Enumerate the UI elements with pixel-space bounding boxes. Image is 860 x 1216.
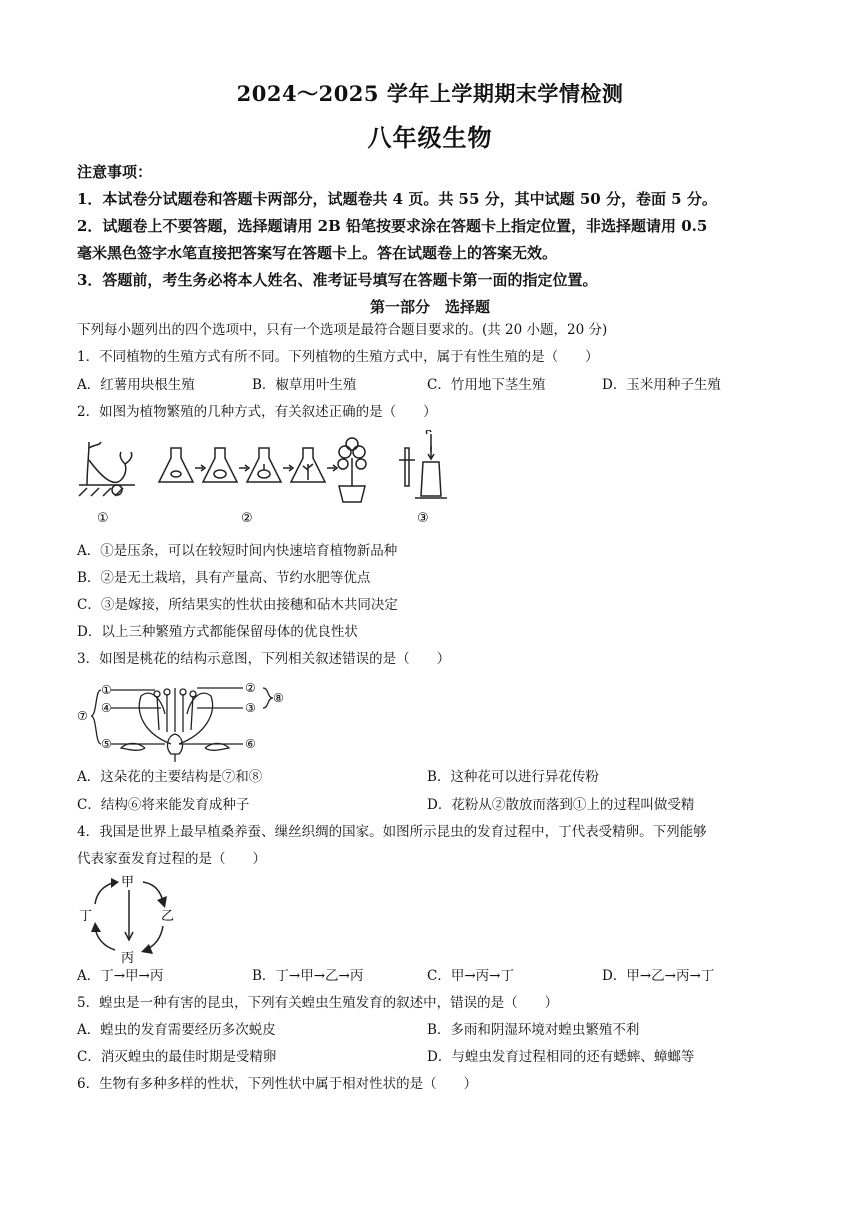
fig3-label-7: ⑦: [77, 709, 88, 723]
q4-stem-line2: 代表家蚕发育过程的是（ ）: [77, 851, 266, 867]
q1-stem: 1．不同植物的生殖方式有所不同。下列植物的生殖方式中，属于有性生殖的是（ ）: [77, 349, 599, 365]
q3-option-c: C．结构⑥将来能发育成种子: [77, 797, 250, 813]
notice-item-1: 1．本试卷分试题卷和答题卡两部分，试题卷共 4 页。共 55 分，其中试题 50 分，卷面 5 分。: [77, 190, 717, 208]
fig4-label-ding: 丁: [79, 909, 93, 924]
q2-option-b: B．②是无土栽培，具有产量高、节约水肥等优点: [77, 570, 371, 586]
notice-item-3: 3．答题前，考生务必将本人姓名、准考证号填写在答题卡第一面的指定位置。: [77, 271, 598, 289]
q4-development-cycle-figure: [75, 872, 185, 964]
q1-option-c: C．竹用地下茎生殖: [427, 377, 546, 393]
exam-subject: 八年级生物: [367, 123, 493, 152]
section-title: 第一部分 选择题: [369, 298, 490, 316]
q4-option-a: A．丁→甲→丙: [77, 968, 164, 984]
q3-option-d: D．花粉从②散放而落到①上的过程叫做受精: [427, 797, 695, 813]
fig3-label-5: ⑤: [101, 737, 112, 751]
exam-title: 2024～2025 学年上学期期末学情检测: [236, 81, 624, 106]
q1-option-d: D．玉米用种子生殖: [602, 377, 721, 393]
q3-option-a: A．这朵花的主要结构是⑦和⑧: [77, 769, 263, 785]
q1-option-b: B．椒草用叶生殖: [252, 377, 357, 393]
q3-stem: 3．如图是桃花的结构示意图，下列相关叙述错误的是（ ）: [77, 651, 451, 667]
q2-option-d: D．以上三种繁殖方式都能保留母体的优良性状: [77, 624, 358, 640]
section-intro: 下列每小题列出的四个选项中，只有一个选项是最符合题目要求的。(共 20 小题，20 分): [77, 322, 608, 338]
q5-option-b: B．多雨和阴湿环境对蝗虫繁殖不利: [427, 1022, 640, 1038]
tissue-culture-drawing: [159, 438, 366, 502]
q4-option-b: B．丁→甲→乙→丙: [252, 968, 364, 984]
q2-option-c: C．③是嫁接，所结果实的性状由接穗和砧木共同决定: [77, 597, 398, 613]
q5-option-c: C．消灭蝗虫的最佳时期是受精卵: [77, 1049, 277, 1065]
q5-option-d: D．与蝗虫发育过程相同的还有蟋蟀、蟑螂等: [427, 1049, 695, 1065]
q1-option-a: A．红薯用块根生殖: [77, 377, 195, 393]
q2-option-a: A．①是压条，可以在较短时间内快速培育植物新品种: [77, 543, 398, 559]
q3-option-b: B．这种花可以进行异花传粉: [427, 769, 599, 785]
q5-stem: 5．蝗虫是一种有害的昆虫，下列有关蝗虫生殖发育的叙述中，错误的是（ ）: [77, 995, 559, 1011]
fig3-label-1: ①: [101, 683, 112, 697]
fig4-label-yi: 乙: [161, 909, 175, 924]
q3-peach-flower-figure: [75, 674, 295, 762]
fig4-label-bing: 丙: [121, 951, 135, 964]
q4-stem-line1: 4．我国是世界上最早植桑养蚕、缫丝织绸的国家。如图所示昆虫的发育过程中，丁代表受精卵。下列能够: [77, 824, 707, 840]
fig3-label-3: ③: [245, 701, 256, 715]
q5-option-a: A．蝗虫的发育需要经历多次蜕皮: [77, 1022, 276, 1038]
q2-stem: 2．如图为植物繁殖的几种方式，有关叙述正确的是（ ）: [77, 404, 437, 420]
fig3-label-2: ②: [245, 681, 256, 695]
notice-heading: 注意事项：: [77, 163, 153, 181]
notice-item-2-line2: 毫米黑色签字水笔直接把答案写在答题卡上。答在试题卷上的答案无效。: [77, 244, 558, 262]
fig3-label-4: ④: [101, 701, 112, 715]
fig3-label-8: ⑧: [273, 691, 284, 705]
fig2-label-2: ②: [241, 511, 253, 526]
fig4-label-jia: 甲: [121, 875, 135, 890]
layering-drawing: [79, 442, 135, 496]
grafting-drawing: [399, 430, 447, 498]
fig2-label-1: ①: [97, 511, 109, 526]
fig2-label-3: ③: [417, 511, 429, 526]
q4-option-d: D．甲→乙→丙→丁: [602, 968, 715, 984]
fig3-label-6: ⑥: [245, 737, 256, 751]
q2-propagation-figure: [75, 430, 475, 530]
notice-item-2-line1: 2．试题卷上不要答题，选择题请用 2B 铅笔按要求涂在答题卡上指定位置，非选择题请用 0.5: [77, 217, 708, 235]
cycle-arrows: [95, 882, 163, 950]
q4-option-c: C．甲→丙→丁: [427, 968, 514, 984]
q6-stem: 6．生物有多种多样的性状，下列性状中属于相对性状的是（ ）: [77, 1076, 478, 1092]
